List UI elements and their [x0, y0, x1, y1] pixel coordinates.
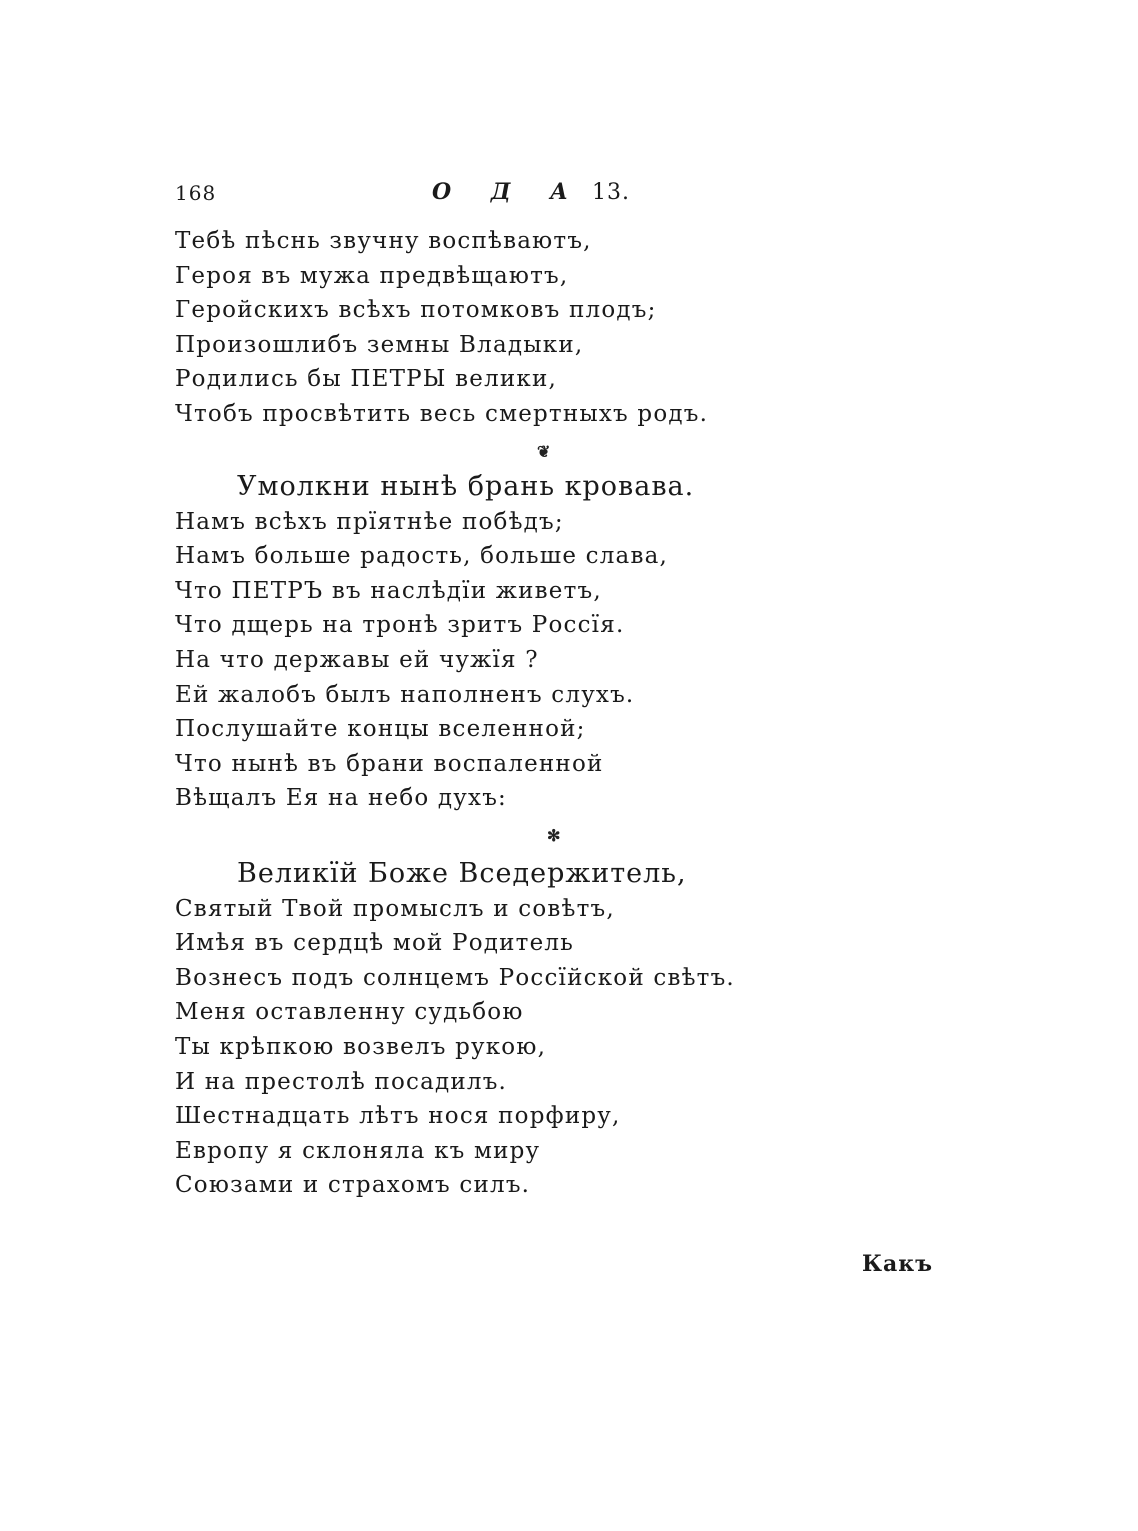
- verse-line: Тебѣ пѣснь звучну воспѣваютъ,: [175, 228, 592, 254]
- verse-line: Меня оставленну судьбою: [175, 999, 524, 1026]
- verse-line: Ты крѣпкою возвелъ рукою,: [175, 1033, 547, 1060]
- verse-line-first: Умолкни нынѣ брань кровава.: [237, 471, 695, 502]
- verse-line: Что ПЕТРЪ въ наслѣдїи живетъ,: [175, 577, 602, 604]
- running-head-title: О Д А: [432, 179, 584, 205]
- verse-line: Родились бы ПЕТРЫ велики,: [175, 366, 558, 393]
- verse-line: Ей жалобъ былъ наполненъ слухъ.: [175, 681, 635, 708]
- verse-line: Героя въ мужа предвѣщаютъ,: [175, 262, 569, 289]
- stanza-3: [175, 857, 735, 1203]
- verse-line: На что державы ей чужїя ?: [175, 646, 539, 673]
- verse-line: Вознесъ подъ солнцемъ Россїйской свѣтъ.: [175, 964, 735, 991]
- verse-line: Вѣщалъ Ея на небо духъ:: [175, 785, 507, 812]
- running-head: [432, 179, 630, 205]
- verse-line: Намъ больше радость, больше слава,: [175, 543, 669, 570]
- verse-line: Что дщерь на тронѣ зритъ Россїя.: [175, 612, 625, 639]
- verse-line: Шестнадцать лѣтъ нося порфиру,: [175, 1103, 621, 1130]
- stanza-ornament: ✻: [547, 826, 561, 845]
- running-head-number: 13.: [591, 180, 630, 205]
- verse-line: Намъ всѣхъ прїятнѣе побѣдъ;: [175, 508, 564, 535]
- verse-line: Произошлибъ земны Владыки,: [175, 331, 584, 358]
- page-number: 168: [175, 181, 217, 205]
- verse-line: И на престолѣ посадилъ.: [175, 1068, 508, 1095]
- stanza-ornament: ❦: [537, 442, 551, 461]
- verse-line: Что нынѣ въ брани воспаленной: [175, 750, 604, 777]
- verse-line-first: Великїй Боже Вседержитель,: [237, 858, 687, 889]
- verse-line: Святый Твой промыслъ и совѣтъ,: [175, 895, 615, 922]
- verse-line: Европу я склоняла къ миру: [175, 1137, 541, 1164]
- catchword: Какъ: [862, 1251, 934, 1277]
- verse-line: Имѣя въ сердцѣ мой Родитель: [175, 930, 574, 957]
- verse-line: Геройскихъ всѣхъ потомковъ плодъ;: [175, 297, 657, 324]
- verse-line: Чтобъ просвѣтить весь смертныхъ родъ.: [175, 400, 709, 427]
- verse-line: Послушайте концы вселенной;: [175, 716, 586, 743]
- stanza-1: [175, 224, 708, 432]
- stanza-2: [175, 470, 694, 816]
- verse-line: Союзами и страхомъ силъ.: [175, 1172, 531, 1199]
